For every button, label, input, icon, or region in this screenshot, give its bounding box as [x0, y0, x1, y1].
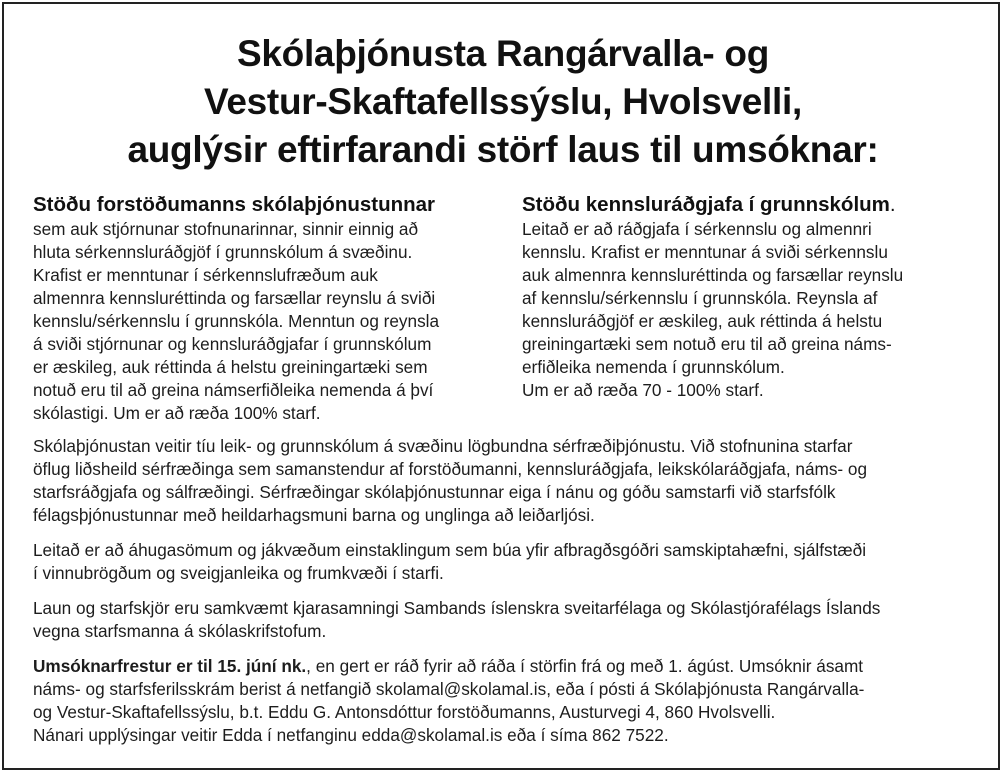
- salary-terms-paragraph: [33, 597, 973, 643]
- advisor-text-line: af kennslu/sérkennslu í grunnskóla. Reynsla af: [522, 288, 878, 308]
- advisor-text-line: greiningartæki sem notuð eru til að greina náms-: [522, 334, 892, 354]
- director-text-line: er æskileg, auk réttinda á helstu greiningartæki sem: [33, 357, 428, 377]
- advisor-position-heading: [522, 192, 967, 218]
- title-line-1: Skólaþjónusta Rangárvalla- og: [236, 33, 770, 74]
- paragraph-line: og Vestur-Skaftafellssýslu, b.t. Eddu G. Antonsdóttur forstöðumanns, Austurvegi 4, 860 Hvolsvelli.: [33, 702, 776, 722]
- title-line-2: Vestur-Skaftafellssýslu, Hvolsvelli,: [204, 81, 802, 122]
- paragraph-line: vegna starfsmanna á skólaskrifstofum.: [33, 621, 327, 641]
- director-position-column: [33, 192, 503, 425]
- advisor-text-line: kennslu. Krafist er menntunar á sviði sérkennslu: [522, 242, 888, 262]
- paragraph-line: [33, 655, 973, 678]
- paragraph-line: félagsþjónustunnar með heildarhagsmuni barna og unglinga að leiðarljósi.: [33, 505, 595, 525]
- advisor-heading-text: Stöðu kennsluráðgjafa í grunnskólum: [522, 193, 890, 216]
- paragraph-line: Nánari upplýsingar veitir Edda í netfanginu edda@skolamal.is eða í síma 862 7522.: [33, 725, 669, 745]
- candidate-profile-paragraph: [33, 539, 973, 585]
- director-text-line: notuð eru til að greina námserfiðleika nemenda á því: [33, 380, 434, 400]
- paragraph-line: náms- og starfsferilsskrám berist á netfangið skolamal@skolamal.is, eða í pósti á Skólaþjónusta Rangárvalla-: [33, 679, 865, 699]
- paragraph-line: Skólaþjónustan veitir tíu leik- og grunnskólum á svæðinu lögbundna sérfræðiþjónustu. Við stofnunina starfar: [33, 436, 853, 456]
- director-text-line: sem auk stjórnunar stofnunarinnar, sinnir einnig að: [33, 219, 419, 239]
- advisor-text-line: Um er að ræða 70 - 100% starf.: [522, 380, 764, 400]
- advisor-text-line: kennsluráðgjöf er æskileg, auk réttinda á helstu: [522, 311, 883, 331]
- paragraph-line: starfsráðgjafa og sálfræðingi. Sérfræðingar skólaþjónustunnar eiga í nánu og góðu samstarfi við starfsfólk: [33, 482, 836, 502]
- ad-title: [0, 30, 1006, 174]
- paragraph-line: Leitað er að áhugasömum og jákvæðum einstaklingum sem búa yfir afbragðsgóðri samskiptahæfni, sjálfstæði: [33, 540, 867, 560]
- title-line-3: auglýsir eftirfarandi störf laus til umsóknar:: [127, 129, 879, 170]
- director-text-line: kennslu/sérkennslu í grunnskóla. Menntun og reynsla: [33, 311, 440, 331]
- application-deadline: Umsóknarfrestur er til 15. júní nk.: [33, 656, 307, 676]
- director-text-line: almennra kennsluréttinda og farsællar reynslu á sviði: [33, 288, 436, 308]
- director-text-line: skólastigi. Um er að ræða 100% starf.: [33, 403, 321, 423]
- advisor-text-line: erfiðleika nemenda í grunnskólum.: [522, 357, 785, 377]
- advisor-heading-period: .: [889, 193, 896, 216]
- director-text-line: Krafist er menntunar í sérkennslufræðum auk: [33, 265, 378, 285]
- advisor-text-line: auk almennra kennsluréttinda og farsællar reynslu: [522, 265, 904, 285]
- service-description-paragraph: [33, 435, 973, 527]
- paragraph-line: í vinnubrögðum og sveigjanleika og frumkvæði í starfi.: [33, 563, 444, 583]
- advisor-position-column: [522, 192, 967, 402]
- director-text-line: á sviði stjórnunar og kennsluráðgjafar í grunnskólum: [33, 334, 432, 354]
- director-text-line: hluta sérkennsluráðgjöf í grunnskólum á svæðinu.: [33, 242, 413, 262]
- application-info-paragraph: [33, 655, 973, 747]
- director-position-heading: Stöðu forstöðumanns skólaþjónustunnar: [33, 193, 436, 216]
- deadline-rest-text: , en gert er ráð fyrir að ráða í störfin frá og með 1. ágúst. Umsóknir ásamt: [306, 656, 864, 676]
- paragraph-line: öflug liðsheild sérfræðinga sem samanstendur af forstöðumanni, kennsluráðgjafa, leikskólaráðgjafa, náms- og: [33, 459, 868, 479]
- paragraph-line: Laun og starfskjör eru samkvæmt kjarasamningi Sambands íslenskra sveitarfélaga og Skólastjórafélags Íslands: [33, 598, 881, 618]
- advisor-text-line: Leitað er að ráðgjafa í sérkennslu og almennri: [522, 219, 872, 239]
